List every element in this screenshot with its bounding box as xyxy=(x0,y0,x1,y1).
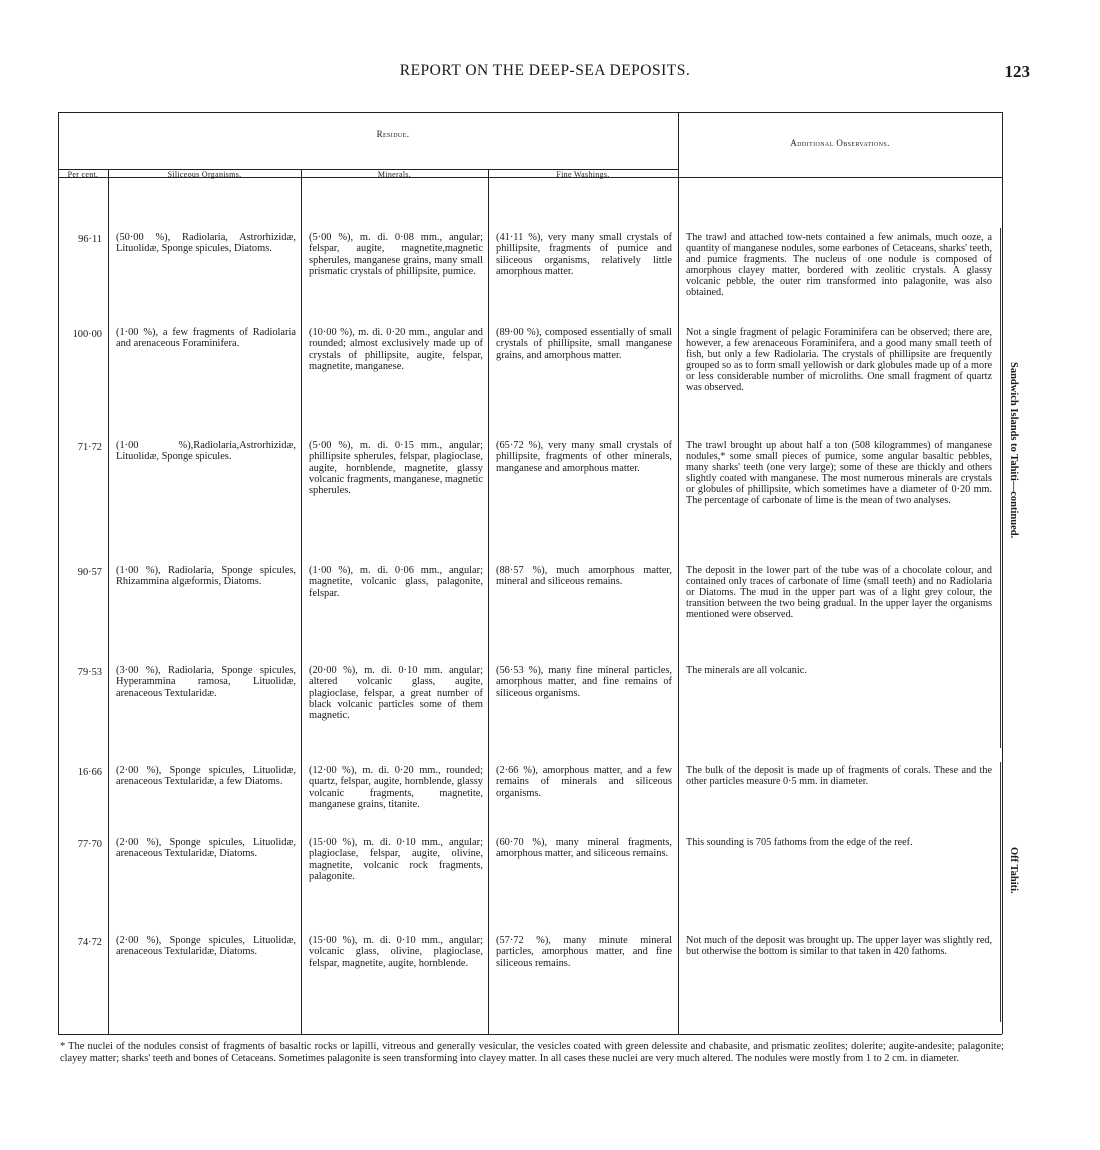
fine-washings-cell: (60·70 %), many mineral fragments, amorphous matter, and siliceous remains. xyxy=(496,837,672,860)
per-cent-cell: 74·72 xyxy=(77,937,102,948)
siliceous-cell: (2·00 %), Sponge spicules, Lituolidæ, arenaceous Textularidæ, Diatoms. xyxy=(116,837,296,860)
fine-washings-cell: (56·53 %), many fine mineral particles, amorphous matter, and fine remains of siliceous organisms. xyxy=(496,665,672,699)
minerals-cell: (20·00 %), m. di. 0·10 mm. angular; altered volcanic glass, augite, plagioclase, felspar, a great number of black volcanic particles some of them magnetic. xyxy=(309,665,483,722)
fine-washings-cell: (41·11 %), very many small crystals of phillipsite, fragments of pumice and siliceous organisms, relatively little amorphous matter. xyxy=(496,232,672,277)
observations-cell: This sounding is 705 fathoms from the edge of the reef. xyxy=(686,837,913,848)
fine-washings-header: Fine Washings. xyxy=(556,170,610,179)
minerals-header: Minerals. xyxy=(377,170,412,179)
siliceous-cell: (2·00 %), Sponge spicules, Lituolidæ, arenaceous Textularidæ, a few Diatoms. xyxy=(116,765,296,788)
side-label-sandwich-to-tahiti: Sandwich Islands to Tahiti—continued. xyxy=(1008,362,1019,539)
side-label-off-tahiti: Off Tahiti. xyxy=(1008,847,1019,894)
fine-washings-cell: (89·00 %), composed essentially of small crystals of phillipsite, small manganese grains, and amorphous matter. xyxy=(496,327,672,361)
observations-cell: Not a single fragment of pelagic Foraminifera can be observed; there are, however, a few arenaceous Foraminifera, and a good many small teeth of fish, but only a few Radiolaria. The crystals of phillipsite are frequently grouped so as to form small yellowish or dark globules made up of a more or less considerable number of microliths. One small fragment of quartz was observed. xyxy=(686,327,992,394)
per-cent-cell: 100·00 xyxy=(72,329,102,340)
observations-cell: The minerals are all volcanic. xyxy=(686,665,807,676)
per-cent-cell: 90·57 xyxy=(77,567,102,578)
observations-cell: Not much of the deposit was brought up. The upper layer was slightly red, but otherwise the bottom is similar to that taken in 420 fathoms. xyxy=(686,935,992,958)
observations-header: Additional Observations. xyxy=(790,138,890,148)
station-group-bracket xyxy=(1000,762,1006,1022)
minerals-cell: (15·00 %), m. di. 0·10 mm., angular; plagioclase, felspar, augite, olivine, magnetite, volcanic rock fragments, palagonite. xyxy=(309,837,483,882)
page-header xyxy=(60,62,1030,86)
observations-cell: The trawl brought up about half a ton (508 kilogrammes) of manganese nodules,* some small pieces of pumice, some angular basaltic pebbles, many sharks' teeth (one very large); some of these are thickly and others slightly coated with manganese. The most numerous minerals are crystals or globules of phillipsite, which sometimes have a diameter of 0·20 mm. The percentage of carbonate of lime is the mean of two analyses. xyxy=(686,440,992,507)
residue-header: Residue. xyxy=(376,129,410,139)
observations-cell: The trawl and attached tow-nets contained a few animals, much ooze, a quantity of manganese nodules, some earbones of Cetaceans, sharks' teeth, and pumice fragments. The nucleus of one nodule is composed of amorphous clayey matter, bordered with zeolitic crystals. A glassy volcanic pebble, the outer rim transformed into palagonite, was also obtained. xyxy=(686,232,992,299)
table-left-rule xyxy=(58,112,59,1034)
per-cent-cell: 77·70 xyxy=(77,839,102,850)
fine-washings-cell: (88·57 %), much amorphous matter, mineral and siliceous remains. xyxy=(496,565,672,588)
fine-washings-cell: (57·72 %), many minute mineral particles, amorphous matter, and fine siliceous remains. xyxy=(496,935,672,969)
observations-cell: The bulk of the deposit is made up of fragments of corals. These and the other particles measure 0·5 mm. in diameter. xyxy=(686,765,992,788)
station-group-bracket xyxy=(1000,228,1006,748)
table-top-rule xyxy=(58,112,1002,113)
minerals-cell: (10·00 %), m. di. 0·20 mm., angular and rounded; almost exclusively made up of crystals of phillipsite, augite, felspar, magnetite, manganese. xyxy=(309,327,483,372)
siliceous-header: Siliceous Organisms. xyxy=(167,170,242,179)
minerals-cell: (15·00 %), m. di. 0·10 mm., angular; volcanic glass, olivine, plagioclase, felspar, magnetite, augite, hornblende. xyxy=(309,935,483,969)
fine-washings-cell: (2·66 %), amorphous matter, and a few remains of minerals and siliceous organisms. xyxy=(496,765,672,799)
deposit-table xyxy=(58,112,1019,1034)
per-cent-cell: 71·72 xyxy=(77,442,102,453)
footnote: * The nuclei of the nodules consist of fragments of basaltic rocks or lapilli, vitreous and generally vesicular, the vesicles coated with green delessite and chabasite, and prismatic zeolites; dolerite; augite-andesite; palagonite; clayey matter; sharks' teeth and bones of Cetaceans. Sometimes palagonite is seen transforming into clayey matter. In all cases these nuclei are very much altered. The nodules were mostly from 1 to 2 cm. in diameter. xyxy=(60,1041,1004,1064)
minerals-cell: (12·00 %), m. di. 0·20 mm., rounded; quartz, felspar, augite, hornblende, glassy volcanic fragments, magnetite, manganese grains, titanite. xyxy=(309,765,483,810)
observations-cell: The deposit in the lower part of the tube was of a chocolate colour, and contained only traces of carbonate of lime (small teeth) and no Radiolaria or Diatoms. The mud in the upper part was of a light grey colour, the transition between the two being gradual. In the upper layer the organisms mentioned were observed. xyxy=(686,565,992,621)
fine-washings-cell: (65·72 %), very many small crystals of phillipsite, fragments of other minerals, manganese and amorphous matter. xyxy=(496,440,672,474)
page-number: 123 xyxy=(1004,62,1030,81)
col-rule-3 xyxy=(488,169,489,1034)
per-cent-header: Per cent. xyxy=(67,170,99,179)
siliceous-cell: (1·00 %), a few fragments of Radiolaria and arenaceous Foraminifera. xyxy=(116,327,296,350)
per-cent-cell: 16·66 xyxy=(77,767,102,778)
table-bottom-rule xyxy=(58,1034,1002,1035)
siliceous-cell: (2·00 %), Sponge spicules, Lituolidæ, arenaceous Textularidæ, Diatoms. xyxy=(116,935,296,958)
minerals-cell: (1·00 %), m. di. 0·06 mm., angular; magnetite, volcanic glass, palagonite, felspar. xyxy=(309,565,483,599)
siliceous-cell: (1·00 %),Radiolaria,Astrorhizidæ, Lituolidæ, Sponge spicules. xyxy=(116,440,296,463)
minerals-cell: (5·00 %), m. di. 0·15 mm., angular; phillipsite spherules, felspar, plagioclase, augite, hornblende, magnetite, glassy volcanic fragments, manganese, magnetic spherules. xyxy=(309,440,483,497)
col-rule-1 xyxy=(108,169,109,1034)
running-title: REPORT ON THE DEEP-SEA DEPOSITS. xyxy=(399,62,691,79)
siliceous-cell: (50·00 %), Radiolaria, Astrorhizidæ, Lituolidæ, Sponge spicules, Diatoms. xyxy=(116,232,296,255)
col-rule-4 xyxy=(678,112,679,1034)
col-rule-2 xyxy=(301,169,302,1034)
per-cent-cell: 79·53 xyxy=(77,667,102,678)
siliceous-cell: (1·00 %), Radiolaria, Sponge spicules, Rhizammina algæformis, Diatoms. xyxy=(116,565,296,588)
siliceous-cell: (3·00 %), Radiolaria, Sponge spicules, Hyperammina ramosa, Lituolidæ, arenaceous Textularidæ. xyxy=(116,665,296,699)
per-cent-cell: 96·11 xyxy=(78,234,102,245)
minerals-cell: (5·00 %), m. di. 0·08 mm., angular; felspar, augite, magnetite,magnetic spherules, manganese grains, many small prismatic crystals of phillipsite, pumice. xyxy=(309,232,483,277)
